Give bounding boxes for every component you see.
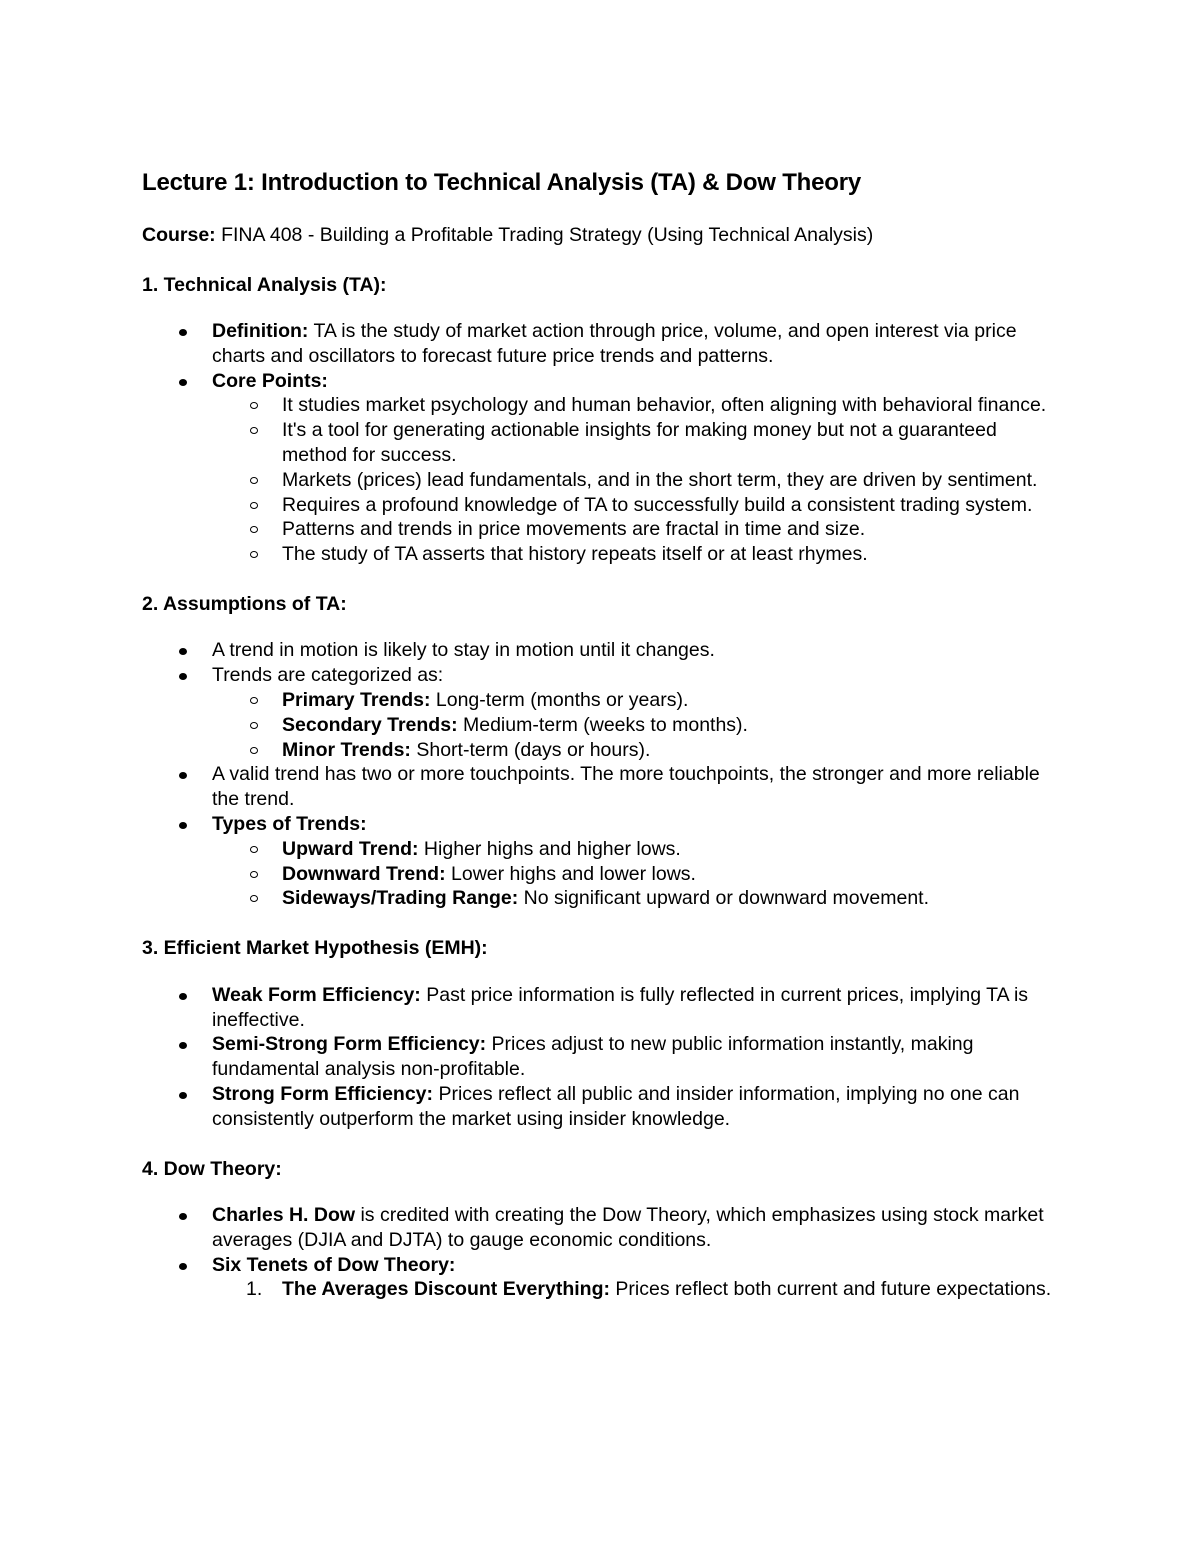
hollow-bullet-icon [250, 502, 258, 509]
emh-text: Past price information is fully reflected in current prices, implying TA is ineffective. [212, 983, 1029, 1031]
category-label: Minor Trends: [282, 738, 411, 761]
core-point-text: It studies market psychology and human behavior, often aligning with behavioral finance. [282, 394, 1047, 417]
emh-label: Semi-Strong Form Efficiency: [212, 1033, 487, 1056]
core-point-text: Patterns and trends in price movements are fractal in time and size. [282, 518, 866, 541]
tenet-number: 1. [246, 1278, 263, 1301]
trend-type-label: Sideways/Trading Range: [282, 887, 519, 910]
course-text: FINA 408 - Building a Profitable Trading Strategy (Using Technical Analysis) [215, 224, 874, 246]
bullet-icon [179, 379, 187, 386]
list-item [212, 713, 1062, 738]
bullet-icon [179, 648, 187, 655]
types-of-trends-label: Types of Trends: [212, 813, 367, 836]
technical-analysis-list [142, 319, 1062, 567]
list-item [212, 738, 1062, 763]
list-item-core-points [142, 369, 1062, 567]
list-item [212, 688, 1062, 713]
hollow-bullet-icon [250, 402, 258, 409]
core-points-list [212, 393, 1062, 567]
bullet-icon [179, 993, 187, 1000]
definition-text: TA is the study of market action through price, volume, and open interest via price charts and oscillators to forecast future price trends and patterns. [212, 320, 1017, 367]
bullet-icon [179, 772, 187, 779]
six-tenets-label: Six Tenets of Dow Theory: [212, 1253, 456, 1276]
course-label: Course: [142, 224, 216, 246]
list-item-charles-dow [142, 1203, 1062, 1253]
trend-type-text: Higher highs and higher lows. [418, 837, 681, 860]
tenet-label: The Averages Discount Everything: [282, 1278, 610, 1301]
assumptions-list [142, 638, 1062, 911]
course-line [142, 223, 1062, 248]
list-item [142, 983, 1062, 1033]
types-of-trends-list [212, 837, 1062, 911]
list-item [212, 493, 1062, 518]
trend-motion-text: A trend in motion is likely to stay in motion until it changes. [212, 639, 715, 662]
trend-type-label: Upward Trend: [282, 837, 419, 860]
emh-text: Prices adjust to new public information instantly, making fundamental analysis non-profitable. [212, 1033, 974, 1081]
page-title: Lecture 1: Introduction to Technical Analysis (TA) & Dow Theory [142, 169, 862, 196]
hollow-bullet-icon [250, 427, 258, 434]
trend-categories-list [212, 688, 1062, 762]
list-item-trend-categories [142, 663, 1062, 762]
trend-type-text: Lower highs and lower lows. [445, 862, 696, 885]
list-item [212, 886, 1062, 911]
charles-dow-label: Charles H. Dow [212, 1204, 356, 1227]
trend-type-text: No significant upward or downward movement. [518, 887, 930, 910]
category-label: Primary Trends: [282, 689, 431, 712]
hollow-bullet-icon [250, 747, 258, 754]
valid-trend-text: A valid trend has two or more touchpoints. The more touchpoints, the stronger and more reliable the trend. [212, 763, 1040, 811]
tenet-text: Prices reflect both current and future expectations. [609, 1278, 1052, 1301]
category-text: Medium-term (weeks to months). [457, 713, 748, 736]
category-text: Short-term (days or hours). [410, 738, 651, 761]
list-item [142, 1032, 1062, 1082]
category-label: Secondary Trends: [282, 713, 458, 736]
list-item [212, 1277, 1062, 1302]
core-point-text: The study of TA asserts that history repeats itself or at least rhymes. [282, 543, 868, 566]
hollow-bullet-icon [250, 871, 258, 878]
list-item [212, 542, 1062, 567]
core-point-text: Markets (prices) lead fundamentals, and in the short term, they are driven by sentiment. [282, 468, 1038, 491]
tenets-list [212, 1277, 1062, 1302]
dow-theory-list [142, 1203, 1062, 1302]
list-item-trend-motion [142, 638, 1062, 663]
hollow-bullet-icon [250, 846, 258, 853]
hollow-bullet-icon [250, 551, 258, 558]
emh-text: Prices reflect all public and insider information, implying no one can consistently outperform the market using insider knowledge. [212, 1082, 1020, 1130]
list-item [212, 468, 1062, 493]
emh-list [142, 983, 1062, 1132]
bullet-icon [179, 1263, 187, 1270]
hollow-bullet-icon [250, 697, 258, 704]
list-item [212, 393, 1062, 418]
hollow-bullet-icon [250, 722, 258, 729]
emh-label: Weak Form Efficiency: [212, 983, 421, 1006]
list-item [142, 1082, 1062, 1132]
bullet-icon [179, 1092, 187, 1099]
list-item-valid-trend [142, 762, 1062, 812]
list-item-definition [142, 319, 1062, 369]
hollow-bullet-icon [250, 526, 258, 533]
list-item-six-tenets [142, 1253, 1062, 1303]
charles-dow-text: is credited with creating the Dow Theory, which emphasizes using stock market averages (DJIA and DJTA) to gauge economic conditions. [212, 1204, 1044, 1251]
core-point-text: It's a tool for generating actionable insights for making money but not a guaranteed method for success. [282, 419, 997, 466]
bullet-icon [179, 1042, 187, 1049]
bullet-icon [179, 329, 187, 336]
list-item [212, 862, 1062, 887]
bullet-icon [179, 822, 187, 829]
core-point-text: Requires a profound knowledge of TA to successfully build a consistent trading system. [282, 493, 1033, 516]
bullet-icon [179, 1213, 187, 1220]
section-heading-emh: 3. Efficient Market Hypothesis (EMH): [142, 937, 488, 960]
trend-categories-text: Trends are categorized as: [212, 664, 444, 687]
section-heading-assumptions: 2. Assumptions of TA: [142, 592, 347, 615]
category-text: Long-term (months or years). [430, 689, 689, 712]
list-item [212, 837, 1062, 862]
hollow-bullet-icon [250, 895, 258, 902]
hollow-bullet-icon [250, 477, 258, 484]
definition-label: Definition: [212, 320, 309, 342]
list-item-types-of-trends [142, 812, 1062, 911]
section-heading-technical-analysis: 1. Technical Analysis (TA): [142, 273, 387, 296]
list-item [212, 517, 1062, 542]
core-points-label: Core Points: [212, 369, 328, 392]
list-item [212, 418, 1062, 468]
emh-label: Strong Form Efficiency: [212, 1082, 434, 1105]
trend-type-label: Downward Trend: [282, 862, 446, 885]
bullet-icon [179, 673, 187, 680]
document-page [142, 168, 1062, 1302]
section-heading-dow-theory: 4. Dow Theory: [142, 1157, 282, 1180]
